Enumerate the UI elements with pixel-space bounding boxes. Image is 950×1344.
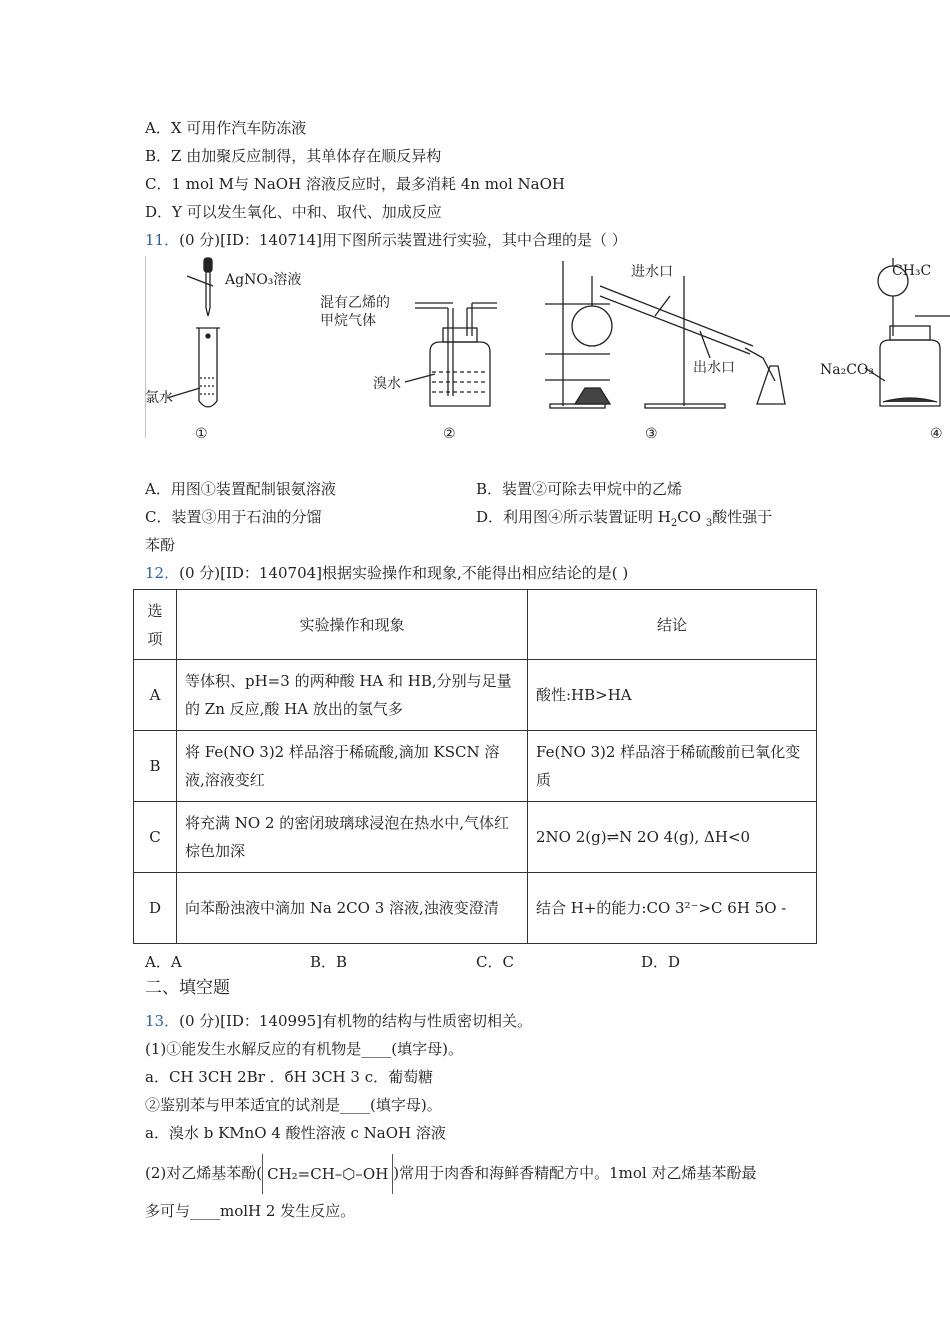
table-row <box>134 731 817 802</box>
q11-d-sub1: 2 <box>670 518 678 529</box>
q11-option-d-cont: 苯酚 <box>145 536 176 554</box>
vinylphenol-structure: CH₂=CH–⬡–OH <box>262 1154 393 1194</box>
label-fig1: ① <box>195 426 208 441</box>
label-bromine-water: 溴水 <box>373 376 401 392</box>
q11-option-d <box>476 506 772 529</box>
q13-part3-post: )常用于肉香和海鲜香精配方中。1mol 对乙烯基苯酚最 <box>393 1164 757 1182</box>
q10-option-b: B．Z 由加聚反应制得，其单体存在顺反异构 <box>145 147 442 165</box>
row-option: D <box>134 873 177 944</box>
dropper-testtube-apparatus <box>167 258 220 407</box>
apparatus-figure <box>145 256 950 441</box>
q12-stem <box>145 562 628 583</box>
q11-d-post: 酸性强于 <box>712 508 773 526</box>
q10-option-d: D．Y 可以发生氧化、中和、取代、加成反应 <box>145 203 442 221</box>
q13-part1-options: a．CH 3CH 2Br ．бH 3CH 3 c．葡萄糖 <box>145 1068 434 1086</box>
label-water-out: 出水口 <box>693 360 735 376</box>
row-conclusion: Fe(NO 3)2 样品溶于稀硫酸前已氧化变质 <box>528 731 817 802</box>
label-fig2: ② <box>443 426 456 441</box>
row-operation: 将充满 NO 2 的密闭玻璃球浸泡在热水中,气体红棕色加深 <box>177 802 528 873</box>
label-fig4: ④ <box>930 426 943 441</box>
row-conclusion: 2NO 2(g)⇌N 2O 4(g), ΔH<0 <box>528 802 817 873</box>
q13-part1: (1)①能发生水解反应的有机物是____(填字母)。 <box>145 1040 463 1058</box>
question-number: 11． <box>145 231 180 249</box>
header-option-2: 项 <box>147 629 163 648</box>
label-na2co3: Na₂CO₃ <box>820 362 875 378</box>
row-option: C <box>134 802 177 873</box>
q10-option-c: C．1 mol M与 NaOH 溶液反应时，最多消耗 4n mol NaOH <box>145 175 565 193</box>
q11-stem <box>145 229 627 250</box>
table-header-row <box>134 590 817 660</box>
header-option <box>134 590 177 660</box>
row-operation: 将 Fe(NO 3)2 样品溶于稀硫酸,滴加 KSCN 溶液,溶液变红 <box>177 731 528 802</box>
section-title: 二、填空题 <box>145 978 230 998</box>
question-number: 12． <box>145 564 180 582</box>
distillation-apparatus <box>545 261 785 408</box>
q12-answer-c: C．C <box>476 953 514 971</box>
q11-d-sub2: 3 <box>705 518 713 529</box>
table-row <box>134 660 817 731</box>
funnel-flask-apparatus <box>865 258 950 406</box>
label-gas-in-2: 甲烷气体 <box>320 313 376 329</box>
row-option: B <box>134 731 177 802</box>
table-row <box>134 802 817 873</box>
q11-option-a: A．用图①装置配制银氨溶液 <box>145 480 336 498</box>
row-operation: 等体积、pH=3 的两种酸 HA 和 HB,分别与足量的 Zn 反应,酸 HA 放出的氢气多 <box>177 660 528 731</box>
table-row <box>134 873 817 944</box>
row-option: A <box>134 660 177 731</box>
label-ch3: CH₃C <box>892 263 932 279</box>
header-option-1: 选 <box>147 601 163 620</box>
q13-part3-pre: (2)对乙烯基苯酚( <box>145 1164 263 1182</box>
gas-washing-bottle <box>405 303 497 406</box>
q13-text: (0 分)[ID：140995]有机物的结构与性质密切相关。 <box>179 1012 533 1030</box>
label-water-in: 进水口 <box>631 264 673 280</box>
q11-d-text: D．利用图④所示装置证明 H <box>476 508 671 526</box>
q11-text: (0 分)[ID：140714]用下图所示装置进行实验，其中合理的是（ ） <box>179 231 627 249</box>
label-agno3: AgNO₃溶液 <box>225 272 302 288</box>
q12-answer-b: B．B <box>310 953 348 971</box>
label-fig3: ③ <box>645 426 658 441</box>
row-conclusion: 结合 H+的能力:CO 3²⁻>C 6H 5O - <box>528 873 817 944</box>
question-number: 13． <box>145 1012 180 1030</box>
label-chlorine-water: 氯水 <box>145 390 173 406</box>
experiment-table <box>133 589 817 944</box>
row-conclusion: 酸性:HB>HA <box>528 660 817 731</box>
q11-option-b: B．装置②可除去甲烷中的乙烯 <box>476 480 683 498</box>
header-operation: 实验操作和现象 <box>177 590 528 660</box>
q12-answer-a: A．A <box>145 953 182 971</box>
q13-part2: ②鉴别苯与甲苯适宜的试剂是____(填字母)。 <box>145 1096 442 1114</box>
q12-answer-d: D．D <box>641 953 681 971</box>
q11-d-mid: CO <box>677 508 702 526</box>
row-operation: 向苯酚浊液中滴加 Na 2CO 3 溶液,浊液变澄清 <box>177 873 528 944</box>
label-gas-in: 混有乙烯的 <box>320 295 390 311</box>
q12-text: (0 分)[ID：140704]根据实验操作和现象,不能得出相应结论的是( ) <box>179 564 629 582</box>
q13-part4: 多可与____molH 2 发生反应。 <box>145 1202 356 1220</box>
q10-option-a: A．X 可用作汽车防冻液 <box>145 119 307 137</box>
q13-stem <box>145 1010 532 1031</box>
q13-part3 <box>145 1153 757 1194</box>
q11-option-c: C．装置③用于石油的分馏 <box>145 508 322 526</box>
q13-part2-options: a．溴水 b KMnO 4 酸性溶液 c NaOH 溶液 <box>145 1124 446 1142</box>
header-conclusion: 结论 <box>528 590 817 660</box>
